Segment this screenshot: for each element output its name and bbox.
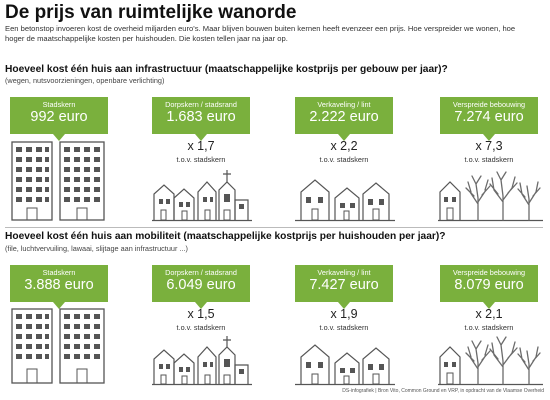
card-label: Dorpskern / stadsrand bbox=[165, 100, 237, 109]
card-label: Dorpskern / stadsrand bbox=[165, 268, 237, 277]
multiplier-dorpskern-infra: x 1,7 bbox=[187, 139, 215, 153]
tov-dorpskern-infra: t.o.v. stadskern bbox=[176, 155, 226, 164]
card-dorpskern-infra bbox=[152, 97, 250, 134]
card-value: 2.222 euro bbox=[309, 109, 379, 125]
card-verspreid-mob bbox=[440, 265, 538, 302]
card-label: Verspreide bebouwing bbox=[452, 268, 526, 277]
card-value: 8.079 euro bbox=[454, 277, 524, 293]
card-value: 992 euro bbox=[30, 109, 88, 125]
card-verspreid-infra bbox=[440, 97, 538, 134]
apartment-blocks-icon bbox=[10, 140, 110, 222]
multiplier-verkaveling-infra: x 2,2 bbox=[330, 139, 358, 153]
card-value: 1.683 euro bbox=[166, 109, 236, 125]
section-infrastructure-subtitle: (wegen, nutsvoorzieningen, openbare verlichting) bbox=[5, 76, 165, 85]
apartment-blocks-icon bbox=[10, 307, 110, 385]
tov-verkaveling-mob: t.o.v. stadskern bbox=[319, 323, 369, 332]
card-value: 3.888 euro bbox=[24, 277, 94, 293]
page-title: De prijs van ruimtelijke wanorde bbox=[5, 2, 297, 23]
credit-line: DS-infografiek | Bron Vito, Common Ground en VRP, in opdracht van de Vlaamse Overheid bbox=[342, 388, 544, 394]
card-stadskern-infra bbox=[10, 97, 108, 134]
section-mobility-title: Hoeveel kost één huis aan mobiliteit (maatschappelijke kostprijs per huishouden per jaar)? bbox=[5, 231, 446, 242]
tov-dorpskern-mob: t.o.v. stadskern bbox=[176, 323, 226, 332]
section-infrastructure-title: Hoeveel kost één huis aan infrastructuur (maatschappelijke kostprijs per gebouw per jaar)? bbox=[5, 64, 448, 75]
card-label: Verspreide bebouwing bbox=[452, 100, 526, 109]
intro-text: Een betonstop invoeren kost de overheid miljarden euro's. Maar blijven bouwen buiten kernen heeft evenzeer een prijs. Hoe verspreider we wonen, hoe hoger de maatschappelijke kosten per huishouden. Die kosten tellen jaar na jaar op. bbox=[5, 24, 516, 43]
section-divider-1 bbox=[5, 227, 543, 228]
card-label: Verkaveling / lint bbox=[317, 100, 371, 109]
card-value: 7.427 euro bbox=[309, 277, 379, 293]
house-with-trees-icon bbox=[438, 334, 543, 386]
tov-verspreid-mob: t.o.v. stadskern bbox=[464, 323, 514, 332]
multiplier-verspreid-mob: x 2,1 bbox=[475, 307, 503, 321]
multiplier-verkaveling-mob: x 1,9 bbox=[330, 307, 358, 321]
card-verkaveling-mob bbox=[295, 265, 393, 302]
multiplier-dorpskern-mob: x 1,5 bbox=[187, 307, 215, 321]
card-value: 6.049 euro bbox=[166, 277, 236, 293]
section-mobility-subtitle: (file, luchtvervuiling, lawaai, slijtage aan infrastructuur ...) bbox=[5, 244, 188, 253]
house-with-trees-icon bbox=[438, 168, 543, 222]
detached-houses-icon bbox=[295, 168, 395, 222]
card-label: Stadskern bbox=[42, 268, 76, 277]
card-stadskern-mob bbox=[10, 265, 108, 302]
detached-houses-icon bbox=[295, 334, 395, 386]
tov-verspreid-infra: t.o.v. stadskern bbox=[464, 155, 514, 164]
village-houses-church-icon bbox=[152, 334, 252, 386]
card-dorpskern-mob bbox=[152, 265, 250, 302]
card-verkaveling-infra bbox=[295, 97, 393, 134]
village-houses-church-icon bbox=[152, 168, 252, 222]
card-value: 7.274 euro bbox=[454, 109, 524, 125]
card-label: Verkaveling / lint bbox=[317, 268, 371, 277]
tov-verkaveling-infra: t.o.v. stadskern bbox=[319, 155, 369, 164]
multiplier-verspreid-infra: x 7,3 bbox=[475, 139, 503, 153]
card-label: Stadskern bbox=[42, 100, 76, 109]
